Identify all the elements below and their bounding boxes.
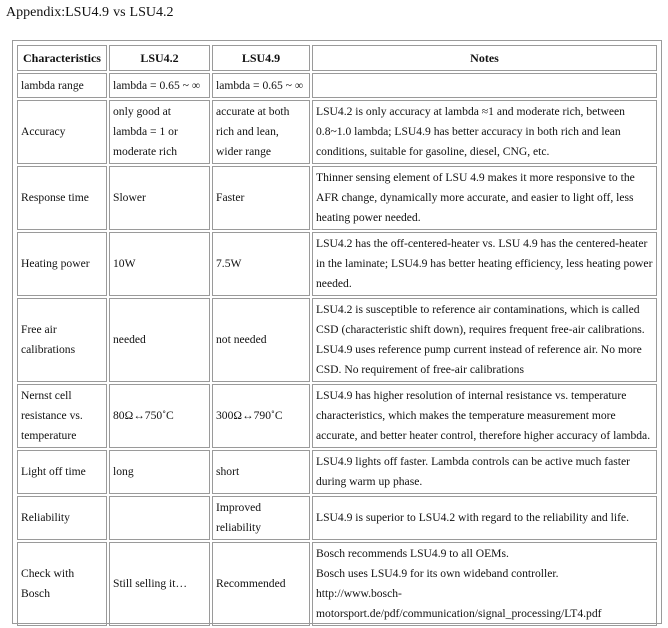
cell-lsu42: lambda = 0.65 ~ ∞ (109, 73, 210, 98)
cell-notes: LSU4.2 has the off-centered-heater vs. LSU 4.9 has the centered-heater in the laminate; LSU4.9 has better heating efficiency, less heating power needed. (312, 232, 657, 296)
bosch-pdf-link: http://www.bosch-motorsport.de/pdf/communication/signal_processing/LT4.pdf (316, 587, 602, 620)
header-characteristics: Characteristics (17, 45, 107, 71)
cell-characteristic: Free air calibrations (17, 298, 107, 382)
cell-characteristic: Light off time (17, 450, 107, 494)
cell-lsu42: only good at lambda = 1 or moderate rich (109, 100, 210, 164)
cell-lsu49: short (212, 450, 310, 494)
cell-lsu42: long (109, 450, 210, 494)
cell-characteristic: Response time (17, 166, 107, 230)
note-line: Bosch uses LSU4.9 for its own wideband controller. (316, 567, 559, 580)
header-lsu49: LSU4.9 (212, 45, 310, 71)
table-row (17, 166, 657, 230)
cell-characteristic: Nernst cell resistance vs. temperature (17, 384, 107, 448)
cell-notes: LSU4.9 has higher resolution of internal resistance vs. temperature characteristics, which makes the temperature measurement more accurate, and better heater control, therefore higher accuracy of lambda. (312, 384, 657, 448)
cell-lsu42: 10W (109, 232, 210, 296)
cell-lsu42 (109, 496, 210, 540)
cell-characteristic: Reliability (17, 496, 107, 540)
cell-characteristic: lambda range (17, 73, 107, 98)
cell-characteristic: Heating power (17, 232, 107, 296)
title-left: LSU4.9 (65, 5, 110, 20)
cell-notes: LSU4.2 is only accuracy at lambda ≈1 and moderate rich, between 0.8~1.0 lambda; LSU4.9 has better accuracy in both rich and lean conditions, suitable for gasoline, diesel, CNG, etc. (312, 100, 657, 164)
cell-notes: LSU4.9 is superior to LSU4.2 with regard to the reliability and life. (312, 496, 657, 540)
comparison-table (15, 43, 659, 628)
header-notes: Notes (312, 45, 657, 71)
header-lsu42: LSU4.2 (109, 45, 210, 71)
table-row (17, 384, 657, 448)
title-vs: vs (113, 5, 126, 20)
cell-lsu49: not needed (212, 298, 310, 382)
table-row (17, 73, 657, 98)
title-prefix: Appendix: (6, 5, 66, 20)
cell-notes: LSU4.2 is susceptible to reference air contaminations, which is called CSD (characteristic shift down), requires frequent free-air calibrations. LSU4.9 uses reference pump current instead of reference air. No more CSD. No requirement of free-air calibrations (312, 298, 657, 382)
cell-notes (312, 73, 657, 98)
cell-lsu49: 300Ω↔790˚C (212, 384, 310, 448)
cell-lsu49: Faster (212, 166, 310, 230)
table-row (17, 542, 657, 626)
table-row (17, 100, 657, 164)
cell-lsu49: Recommended (212, 542, 310, 626)
cell-lsu42: Slower (109, 166, 210, 230)
table-row (17, 232, 657, 296)
cell-characteristic: Check with Bosch (17, 542, 107, 626)
table-row (17, 450, 657, 494)
table-row (17, 298, 657, 382)
cell-lsu49: lambda = 0.65 ~ ∞ (212, 73, 310, 98)
cell-lsu42: 80Ω↔750˚C (109, 384, 210, 448)
cell-lsu49: Improved reliability (212, 496, 310, 540)
cell-notes (312, 542, 657, 626)
title-right: LSU4.2 (129, 5, 174, 20)
page-title (6, 4, 173, 22)
table-row (17, 496, 657, 540)
cell-lsu42: needed (109, 298, 210, 382)
table-header-row (17, 45, 657, 71)
cell-lsu49: 7.5W (212, 232, 310, 296)
note-line: Bosch recommends LSU4.9 to all OEMs. (316, 547, 509, 560)
cell-lsu49: accurate at both rich and lean, wider range (212, 100, 310, 164)
cell-notes: LSU4.9 lights off faster. Lambda controls can be active much faster during warm up phase. (312, 450, 657, 494)
comparison-table-frame (12, 40, 662, 624)
cell-characteristic: Accuracy (17, 100, 107, 164)
cell-notes: Thinner sensing element of LSU 4.9 makes it more responsive to the AFR change, dynamically more accurate, and easier to light off, less heating power needed. (312, 166, 657, 230)
cell-lsu42: Still selling it… (109, 542, 210, 626)
